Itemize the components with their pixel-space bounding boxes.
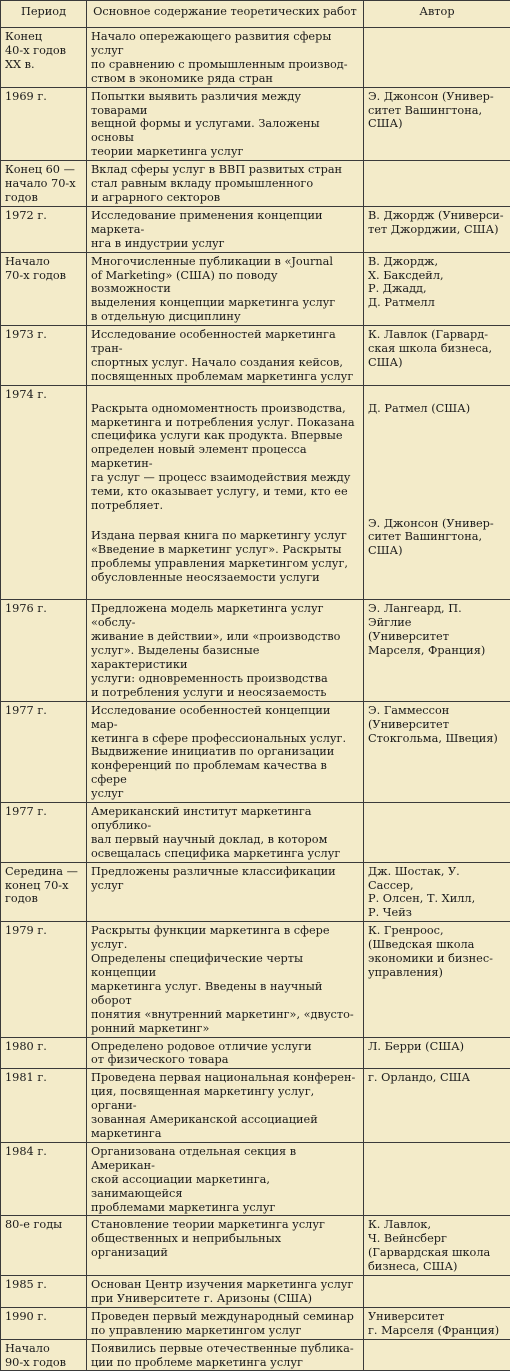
author-cell: Дж. Шостак, У. Сассер, Р. Олсен, Т. Хилл, Р. Чейз: [364, 862, 510, 922]
period-cell: 1974 г.: [1, 385, 87, 600]
content-cell: Американский институт маркетинга опублико- вал первый научный доклад, в котором освещалась специфика маркетинга услуг: [87, 803, 364, 863]
table-row: [1, 862, 510, 922]
content-cell: Основан Центр изучения маркетинга услуг при Университете г. Аризоны (США): [87, 1276, 364, 1308]
table-row: [1, 600, 510, 701]
author-cell: [364, 803, 510, 863]
period-cell: 1977 г.: [1, 701, 87, 802]
content-cell: Начало опережающего развития сферы услуг по сравнению с промышленным производ- ством в экономике ряда стран: [87, 28, 364, 88]
period-cell: 1977 г.: [1, 803, 87, 863]
period-cell: Конец 60 — начало 70-х годов: [1, 161, 87, 207]
author-cell: [364, 1142, 510, 1216]
content-cell: Исследование особенностей маркетинга тран- спортных услуг. Начало создания кейсов, посвященных проблемам маркетинга услуг: [87, 326, 364, 386]
author-cell: [364, 28, 510, 88]
content-column-header: Основное содержание теоретических работ: [87, 1, 364, 28]
content-cell: Исследование особенностей концепции мар- кетинга в сфере профессиональных услуг. Выдвижение инициатив по организации конференций по проблемам качества в сфере услуг: [87, 701, 364, 802]
content-cell: Попытки выявить различия между товарами вещной формы и услугами. Заложены основы теории маркетинга услуг: [87, 87, 364, 161]
table-row: [1, 1276, 510, 1308]
author-cell: К. Гренроос, (Шведская школа экономики и бизнес- управления): [364, 922, 510, 1037]
content-cell: Организована отдельная секция в Американ- ской ассоциации маркетинга, занимающейся проблемами маркетинга услуг: [87, 1142, 364, 1216]
content-cell: Раскрыты функции маркетинга в сфере услуг. Определены специфические черты концепции маркетинга услуг. Введены в научный оборот понятия «внутренний маркетинг», «двусто- ронний маркетинг»: [87, 922, 364, 1037]
table-row: [1, 161, 510, 207]
period-cell: 1972 г.: [1, 206, 87, 252]
table-row: [1, 803, 510, 863]
author-cell: Э. Лангеард, П. Эйглие (Университет Марселя, Франция): [364, 600, 510, 701]
author-cell: г. Орландо, США: [364, 1069, 510, 1143]
table-row: [1, 701, 510, 802]
period-column-header: Период: [1, 1, 87, 28]
table-row: [1, 1037, 510, 1069]
author-cell: Э. Гаммессон (Университет Стокгольма, Швеция): [364, 701, 510, 802]
content-cell: Исследование применения концепции маркета- нга в индустрии услуг: [87, 206, 364, 252]
content-cell: Вклад сферы услуг в ВВП развитых стран стал равным вкладу промышленного и аграрного секторов: [87, 161, 364, 207]
table-row: [1, 206, 510, 252]
table-row: [1, 252, 510, 326]
period-cell: 1976 г.: [1, 600, 87, 701]
author-entry: Д. Ратмел (США): [368, 402, 506, 501]
period-cell: 1984 г.: [1, 1142, 87, 1216]
period-cell: 1973 г.: [1, 326, 87, 386]
period-cell: 1985 г.: [1, 1276, 87, 1308]
period-cell: 1981 г.: [1, 1069, 87, 1143]
content-cell: Проведена первая национальная конферен- ция, посвященная маркетингу услуг, органи- зованная Американской ассоциацией маркетинга: [87, 1069, 364, 1143]
content-cell: [87, 385, 364, 600]
table-row: [1, 28, 510, 88]
author-cell: [364, 385, 510, 600]
period-cell: 1979 г.: [1, 922, 87, 1037]
author-cell: [364, 1276, 510, 1308]
table-row: [1, 385, 510, 600]
table-row: [1, 326, 510, 386]
content-cell: Становление теории маркетинга услуг общественных и неприбыльных организаций: [87, 1216, 364, 1276]
content-paragraph: Издана первая книга по маркетингу услуг «Введение в маркетинг услуг». Раскрыты проблемы управления маркетингом услуг, обусловленные неосязаемости услуги: [91, 529, 359, 585]
content-cell: Многочисленные публикации в «Journal of Marketing» (США) по поводу возможности выделения концепции маркетинга услуг в отдельную дисциплину: [87, 252, 364, 326]
author-column-header: Автор: [364, 1, 510, 28]
period-cell: 1969 г.: [1, 87, 87, 161]
author-cell: Э. Джонсон (Универ- ситет Вашингтона, США): [364, 87, 510, 161]
author-cell: Л. Берри (США): [364, 1037, 510, 1069]
period-cell: Конец 40-х годов XX в.: [1, 28, 87, 88]
table-row: [1, 1069, 510, 1143]
content-cell: Проведен первый международный семинар по управлению маркетингом услуг: [87, 1307, 364, 1339]
content-paragraph: Раскрыта одномоментность производства, маркетинга и потребления услуг. Показана специфика услуги как продукта. Впервые определен новый элемент процесса маркетин- га услуг — процесс взаимодействия между теми, кто оказывает услугу, и теми, кто ее потребляет.: [91, 402, 359, 513]
content-cell: Появились первые отечественные публика- ции по проблеме маркетинга услуг: [87, 1339, 364, 1371]
author-cell: [364, 161, 510, 207]
table-row: [1, 922, 510, 1037]
content-cell: Предложены различные классификации услуг: [87, 862, 364, 922]
content-cell: Предложена модель маркетинга услуг «обслу- живание в действии», или «производство услуг». Выделены базисные характеристики услуги: одновременность производства и потребления услуги и неосязаемость: [87, 600, 364, 701]
period-cell: Начало 90-х годов: [1, 1339, 87, 1371]
table-row: [1, 1142, 510, 1216]
author-cell: В. Джордж, Х. Баксдейл, Р. Джадд, Д. Ратмелл: [364, 252, 510, 326]
author-cell: Университет г. Марселя (Франция): [364, 1307, 510, 1339]
table-row: [1, 1307, 510, 1339]
table-header-row: [1, 1, 510, 28]
author-cell: [364, 1339, 510, 1371]
table-row: [1, 1216, 510, 1276]
author-entry: Э. Джонсон (Универ- ситет Вашингтона, США): [368, 517, 506, 559]
period-cell: Середина — конец 70-х годов: [1, 862, 87, 922]
content-cell: Определено родовое отличие услуги от физического товара: [87, 1037, 364, 1069]
author-cell: В. Джордж (Универси- тет Джорджии, США): [364, 206, 510, 252]
author-cell: К. Лавлок, Ч. Вейнсберг (Гарвардская школа бизнеса, США): [364, 1216, 510, 1276]
period-cell: 80-е годы: [1, 1216, 87, 1276]
author-cell: К. Лавлок (Гарвард- ская школа бизнеса, США): [364, 326, 510, 386]
period-cell: Начало 70-х годов: [1, 252, 87, 326]
period-cell: 1980 г.: [1, 1037, 87, 1069]
table-row: [1, 87, 510, 161]
period-cell: 1990 г.: [1, 1307, 87, 1339]
table-row: [1, 1339, 510, 1371]
